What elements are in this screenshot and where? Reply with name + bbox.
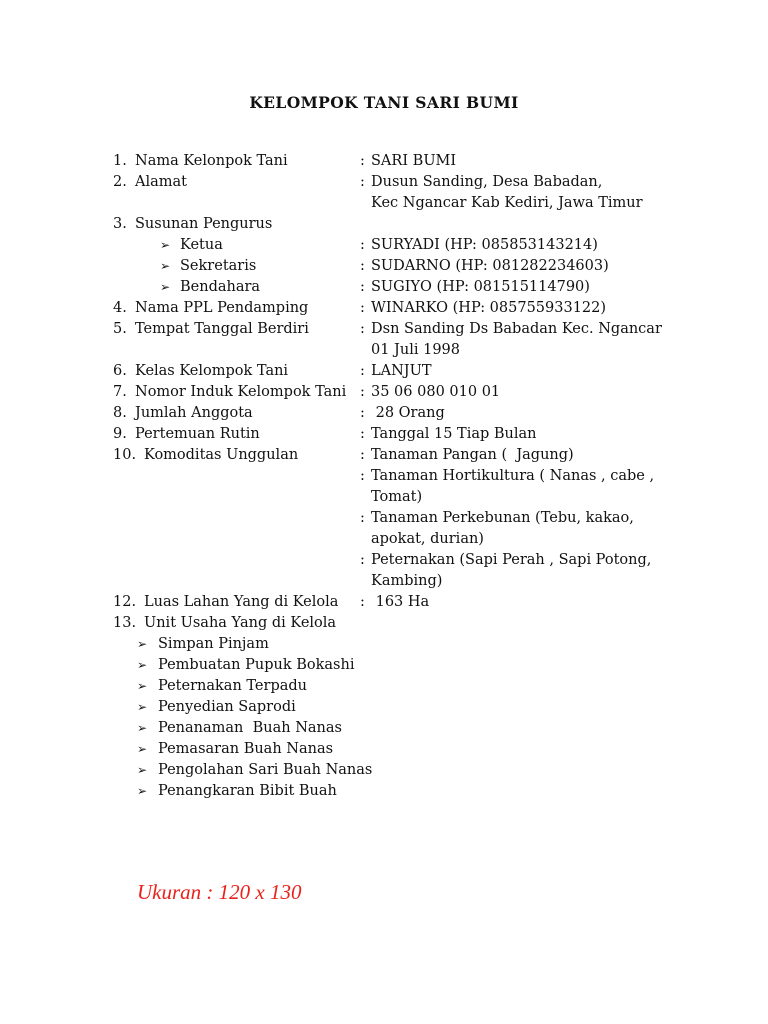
row-value: SURYADI (HP: 085853143214) (371, 237, 598, 253)
row-label: Sekretaris (180, 258, 257, 274)
info-row-unit-usaha (0, 613, 768, 634)
list-item-label: Pemasaran Buah Nanas (158, 741, 334, 757)
row-value: SUDARNO (HP: 081282234603) (371, 258, 609, 274)
row-label: Bendahara (180, 279, 261, 295)
info-row-pertemuan (0, 424, 768, 445)
row-number: 4. (113, 300, 127, 316)
list-item (0, 739, 768, 760)
row-label: Nama PPL Pendamping (135, 300, 309, 316)
info-row-komoditas-kebun (0, 508, 768, 529)
info-row-komoditas (0, 445, 768, 466)
row-colon: : (360, 426, 365, 442)
info-row-bendahara (0, 277, 768, 298)
row-value: WINARKO (HP: 085755933122) (371, 300, 607, 316)
arrow-bullet-icon: ➢ (137, 742, 148, 756)
row-colon: : (360, 300, 365, 316)
row-value: Tomat) (371, 489, 423, 505)
list-item-label: Pembuatan Pupuk Bokashi (158, 657, 355, 673)
row-colon: : (360, 279, 365, 295)
row-value: 35 06 080 010 01 (371, 384, 501, 400)
info-row-komoditas-kebun-cont (0, 529, 768, 550)
list-item (0, 760, 768, 781)
list-item (0, 718, 768, 739)
arrow-bullet-icon: ➢ (137, 679, 148, 693)
info-row-komoditas-ternak (0, 550, 768, 571)
row-value: 28 Orang (371, 405, 445, 421)
row-label: Tempat Tanggal Berdiri (135, 321, 309, 337)
row-colon: : (360, 363, 365, 379)
row-value: Tanggal 15 Tiap Bulan (371, 426, 537, 442)
row-number: 9. (113, 426, 127, 442)
row-number: 13. (113, 615, 137, 631)
row-colon: : (360, 237, 365, 253)
arrow-bullet-icon: ➢ (137, 721, 148, 735)
row-colon: : (360, 321, 365, 337)
row-label: Nomor Induk Kelompok Tani (135, 384, 347, 400)
list-item (0, 655, 768, 676)
row-number: 2. (113, 174, 127, 190)
info-row-ketua (0, 235, 768, 256)
row-number: 3. (113, 216, 127, 232)
row-value: Peternakan (Sapi Perah , Sapi Potong, (371, 552, 652, 568)
row-number: 6. (113, 363, 127, 379)
info-row-susunan-pengurus (0, 214, 768, 235)
arrow-bullet-icon: ➢ (160, 259, 171, 273)
info-row-nama-kelompok (0, 151, 768, 172)
row-colon: : (360, 552, 365, 568)
size-note: Ukuran : 120 x 130 (137, 880, 302, 904)
info-row-jumlah-anggota (0, 403, 768, 424)
arrow-bullet-icon: ➢ (160, 238, 171, 252)
row-value: Tanaman Perkebunan (Tebu, kakao, (371, 510, 634, 526)
row-colon: : (360, 384, 365, 400)
list-item-label: Pengolahan Sari Buah Nanas (158, 762, 373, 778)
info-row-komoditas-ternak-cont (0, 571, 768, 592)
list-item (0, 781, 768, 802)
row-label: Susunan Pengurus (135, 216, 273, 232)
row-colon: : (360, 405, 365, 421)
row-value: Dusun Sanding, Desa Babadan, (371, 174, 603, 190)
list-item-label: Penyedian Saprodi (158, 699, 296, 715)
row-value: Dsn Sanding Ds Babadan Kec. Ngancar (371, 321, 662, 337)
info-row-alamat (0, 172, 768, 193)
info-row-sekretaris (0, 256, 768, 277)
info-row-ppl-pendamping (0, 298, 768, 319)
info-row-komoditas-horti (0, 466, 768, 487)
arrow-bullet-icon: ➢ (137, 763, 148, 777)
row-number: 7. (113, 384, 127, 400)
row-number: 12. (113, 594, 137, 610)
info-row-tempat-tanggal (0, 319, 768, 340)
row-number: 8. (113, 405, 127, 421)
info-row-nomor-induk (0, 382, 768, 403)
row-value: Tanaman Hortikultura ( Nanas , cabe , (371, 468, 655, 484)
arrow-bullet-icon: ➢ (160, 280, 171, 294)
row-value: Kambing) (371, 573, 443, 589)
list-item (0, 676, 768, 697)
row-number: 10. (113, 447, 137, 463)
row-value: Tanaman Pangan ( Jagung) (371, 447, 574, 463)
row-value: Kec Ngancar Kab Kediri, Jawa Timur (371, 195, 643, 211)
list-item-label: Simpan Pinjam (158, 636, 269, 652)
document-title: KELOMPOK TANI SARI BUMI (249, 93, 519, 112)
arrow-bullet-icon: ➢ (137, 658, 148, 672)
list-item (0, 634, 768, 655)
row-label: Kelas Kelompok Tani (135, 363, 289, 379)
row-value: 01 Juli 1998 (371, 342, 460, 358)
list-item-label: Peternakan Terpadu (158, 678, 307, 694)
info-row-alamat-cont (0, 193, 768, 214)
row-value: SARI BUMI (371, 153, 457, 169)
row-label: Jumlah Anggota (135, 405, 253, 421)
row-label: Nama Kelonpok Tani (135, 153, 288, 169)
row-label: Alamat (135, 174, 187, 190)
info-row-komoditas-horti-cont (0, 487, 768, 508)
row-label: Pertemuan Rutin (135, 426, 260, 442)
row-colon: : (360, 153, 365, 169)
list-item-label: Penangkaran Bibit Buah (158, 783, 337, 799)
arrow-bullet-icon: ➢ (137, 784, 148, 798)
row-colon: : (360, 594, 365, 610)
row-label: Ketua (180, 237, 223, 253)
row-value: LANJUT (371, 363, 432, 379)
row-colon: : (360, 447, 365, 463)
row-label: Unit Usaha Yang di Kelola (144, 615, 337, 631)
row-number: 1. (113, 153, 127, 169)
list-item (0, 697, 768, 718)
row-label: Komoditas Unggulan (144, 447, 299, 463)
row-colon: : (360, 468, 365, 484)
info-row-tempat-tanggal-cont (0, 340, 768, 361)
arrow-bullet-icon: ➢ (137, 637, 148, 651)
info-row-luas-lahan (0, 592, 768, 613)
row-number: 5. (113, 321, 127, 337)
row-colon: : (360, 510, 365, 526)
row-colon: : (360, 174, 365, 190)
info-row-kelas (0, 361, 768, 382)
row-label: Luas Lahan Yang di Kelola (144, 594, 339, 610)
row-value: apokat, durian) (371, 531, 484, 547)
row-colon: : (360, 258, 365, 274)
row-value: 163 Ha (371, 594, 430, 610)
row-value: SUGIYO (HP: 081515114790) (371, 279, 590, 295)
list-item-label: Penanaman Buah Nanas (158, 720, 342, 736)
arrow-bullet-icon: ➢ (137, 700, 148, 714)
